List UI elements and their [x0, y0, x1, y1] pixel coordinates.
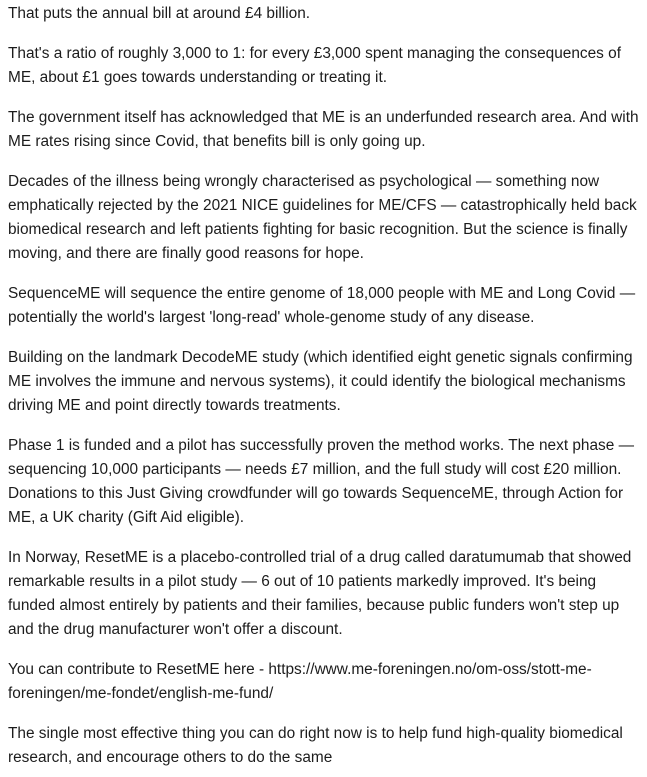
paragraph-annual-bill: That puts the annual bill at around £4 billion. — [8, 5, 311, 22]
paragraph-underfunded: The government itself has acknowledged that ME is an underfunded research area. And with ME rates rising since Covid, that benefits bill is only going up. — [8, 109, 639, 150]
paragraph-closing: The single most effective thing you can do right now is to help fund high-quality biomedical research, and encourage others to do the same — [8, 725, 623, 766]
paragraph-sequenceme: SequenceME will sequence the entire genome of 18,000 people with ME and Long Covid — potentially the world's largest 'long-read' whole-genome study of any disease. — [8, 285, 636, 326]
paragraph-resetme: In Norway, ResetME is a placebo-controlled trial of a drug called daratumumab that showed remarkable results in a pilot study — 6 out of 10 patients markedly improved. It's being funded almost entirely by patients and their families, because public funders won't step up and the drug manufacturer won't offer a discount. — [8, 549, 632, 638]
paragraph-history: Decades of the illness being wrongly characterised as psychological — something now emphatically rejected by the 2021 NICE guidelines for ME/CFS — catastrophically held back biomedical research and left patients fighting for basic recognition. But the science is finally moving, and there are finally good reasons for hope. — [8, 173, 637, 262]
paragraph-contribute — [8, 658, 643, 706]
article-body — [8, 2, 643, 770]
paragraph-decodeme: Building on the landmark DecodeME study (which identified eight genetic signals confirming ME involves the immune and nervous systems), it could identify the biological mechanisms driving ME and point directly towards treatments. — [8, 349, 633, 414]
paragraph-funding-phases: Phase 1 is funded and a pilot has successfully proven the method works. The next phase — sequencing 10,000 participants — needs £7 million, and the full study will cost £20 million. Donations to this Just Giving crowdfunder will go towards SequenceME, through Action for ME, a UK charity (Gift Aid eligible). — [8, 437, 634, 526]
contribute-prefix: You can contribute to ResetME here - — [8, 661, 269, 678]
paragraph-ratio: That's a ratio of roughly 3,000 to 1: for every £3,000 spent managing the consequences of ME, about £1 goes towards understanding or treating it. — [8, 45, 621, 86]
contribute-link[interactable]: https://www.me-foreningen.no/om-oss/stott-me-foreningen/me-fondet/english-me-fund/ — [8, 661, 592, 702]
